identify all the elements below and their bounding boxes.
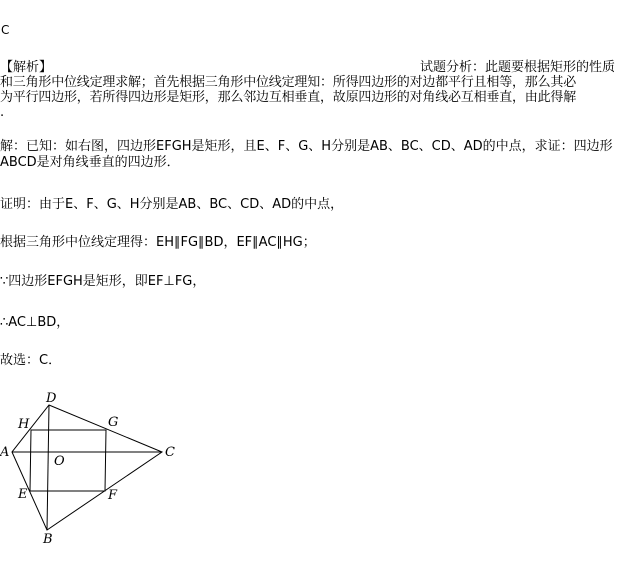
label-d: D (46, 391, 57, 406)
label-e: E (18, 487, 28, 502)
geometry-figure (0, 385, 200, 555)
analysis-title: 【解析】 (0, 60, 53, 75)
proof-line-2: 根据三角形中位线定理得：EH∥FG∥BD，EF∥AC∥HG； (0, 235, 316, 250)
label-g: G (108, 415, 119, 430)
solution-line-1: 解：已知：如右图，四边形EFGH是矩形，且E、F、G、H分别是AB、BC、CD、AD的中点，求证：四边形 (0, 139, 613, 154)
analysis-intro: 试题分析：此题要根据矩形的性质 (420, 60, 616, 75)
label-f: F (108, 488, 118, 503)
answer-choice: C (1, 23, 10, 37)
rectangle-efgh (30, 430, 106, 491)
proof-line-4: ∴AC⊥BD， (0, 315, 70, 330)
solution-line-2: ABCD是对角线垂直的四边形． (0, 155, 180, 170)
label-a: A (0, 445, 10, 460)
label-h: H (18, 417, 30, 432)
analysis-line-2: 和三角形中位线定理求解；首先根据三角形中位线定理知：所得四边形的对边都平行且相等，那么其必 (0, 75, 577, 90)
label-c: C (165, 445, 175, 460)
diagonal-bd (47, 405, 49, 530)
label-o: O (54, 454, 65, 469)
proof-line-1: 证明：由于E、F、G、H分别是AB、BC、CD、AD的中点， (0, 197, 344, 212)
analysis-line-3: 为平行四边形，若所得四边形是矩形，那么邻边互相垂直，故原四边形的对角线必互相垂直，由此得解 (0, 90, 577, 105)
analysis-line-4: . (0, 105, 5, 120)
label-b: B (43, 532, 53, 547)
quadrilateral-abcd (12, 405, 162, 530)
proof-line-5: 故选：C． (0, 353, 62, 368)
proof-line-3: ∵四边形EFGH是矩形，即EF⊥FG， (0, 274, 206, 289)
